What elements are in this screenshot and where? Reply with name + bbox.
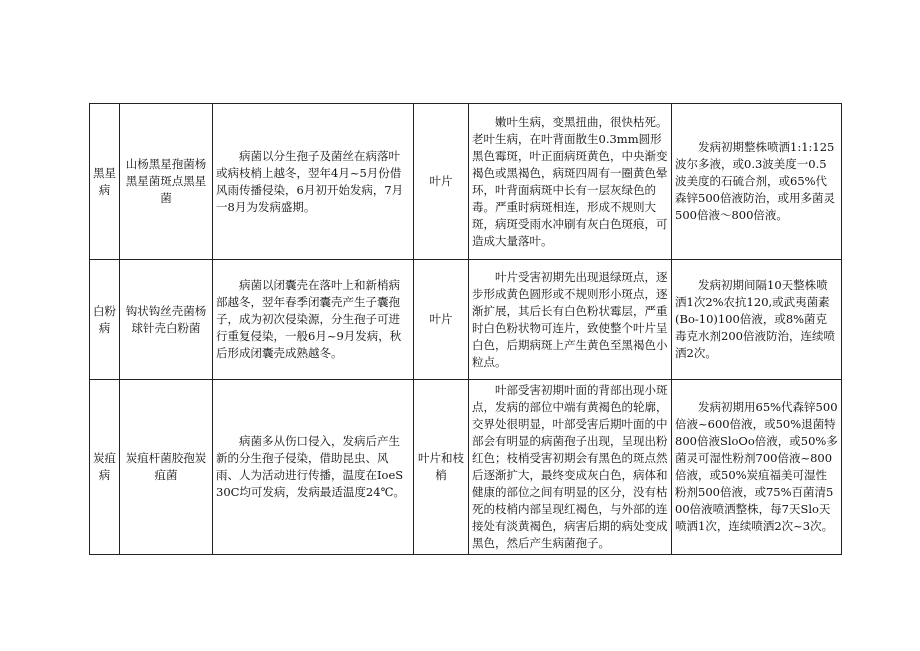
control-text: 发病初期间隔10天整株喷洒1次2%农抗120,或武夷菌素(Bo-10)100倍液，或8%菌克毒克水剂200倍液防治，连续喷洒2次。 (675, 278, 835, 360)
occurrence-cell (213, 380, 414, 555)
table-row (90, 104, 842, 260)
affected-part-cell: 叶片 (414, 260, 469, 380)
symptom-cell (469, 380, 672, 555)
disease-name-cell: 黑星病 (90, 104, 120, 260)
control-method-cell (672, 104, 842, 260)
control-text: 发病初期整株喷洒1:1:125波尔多液，或0.3波美度一0.5波美度的石硫合剂，或65%代森锌500倍液防治，或用多菌灵500倍液～800倍液。 (675, 140, 835, 222)
table-row (90, 380, 842, 555)
control-method-cell (672, 380, 842, 555)
pathogen-cell: 钩状钩丝壳菌杨球针壳白粉菌 (120, 260, 213, 380)
table-row (90, 260, 842, 380)
occurrence-cell (213, 104, 414, 260)
symptom-text: 叶片受害初期先出现退绿斑点，逐步形成黄色圆形或不规则形小斑点，逐渐扩展，其后长有白色粉状霉层，严重时白色粉状物可连片，致使整个叶片呈白色，后期病斑上产生黄色至黑褐色小粒点。 (472, 269, 668, 369)
control-method-cell (672, 260, 842, 380)
affected-part-cell: 叶片和枝梢 (414, 380, 469, 555)
occurrence-cell (213, 260, 414, 380)
pathogen-cell: 山杨黑星孢菌杨黑星菌斑点黑星菌 (120, 104, 213, 260)
occurrence-text: 病菌多从伤口侵入，发病后产生新的分生孢子侵染，借助昆虫、风雨、人为活动进行传播，温度在IoeS30C均可发病，发病最适温度24℃。 (216, 434, 405, 499)
control-text: 发病初期用65%代森锌500倍液~600倍液，或50%退菌特800倍液SloOo倍液，或50%多菌灵可湿性粉剂700倍液~800倍液，或50%炭疽福美可湿性粉剂500倍液，或75%百菌清500倍液喷洒整株，每7天Slo天喷洒1次，连续喷洒2次~3次。 (675, 400, 838, 533)
pathogen-cell: 炭疽杆菌胶孢炭疽菌 (120, 380, 213, 555)
symptom-cell (469, 260, 672, 380)
symptom-text: 叶部受害初期叶面的背部出现小斑点，发病的部位中端有黄褐色的轮廓，交界处很明显，叶部受害后期叶面的中部会有明显的病菌孢子出现，呈现出粉红色；枝梢受害初期会有黑色的斑点然后逐渐扩大，最终变成灰白色，病体和健康的部位之间有明显的区分，没有枯死的枝梢内部呈现红褐色，与外部的连接处有淡黄褐色，病害后期的病处变成黑色，然后产生病菌孢子。 (472, 383, 668, 550)
disease-name-cell: 白粉病 (90, 260, 120, 380)
disease-control-table (89, 103, 842, 555)
affected-part-cell: 叶片 (414, 104, 469, 260)
occurrence-text: 病菌以闭囊壳在落叶上和新梢病部越冬，翌年春季闭囊壳产生子囊孢子，成为初次侵染源，分生孢子可进行重复侵染，一般6月~9月发病，秋后形成闭囊壳成熟越冬。 (216, 278, 402, 360)
symptom-text: 嫩叶生病，变黑扭曲，很快枯死。老叶生病，在叶背面散生0.3mm圆形黑色霉斑，叶正面病斑黄色，中央渐变褐色或黑褐色，病斑四周有一圈黄色晕环，叶背面病斑中长有一层灰绿色的毒。严重时病斑相连，形成不规则大斑，病斑受雨水冲刷有灰白色斑痕，可造成大量落叶。 (472, 114, 668, 248)
occurrence-text: 病菌以分生孢子及菌丝在病落叶或病枝梢上越冬，翌年4月~5月份借风雨传播侵染，6月初开始发病，7月一8月为发病盛期。 (216, 148, 404, 214)
symptom-cell (469, 104, 672, 260)
disease-name-cell: 炭疽病 (90, 380, 120, 555)
